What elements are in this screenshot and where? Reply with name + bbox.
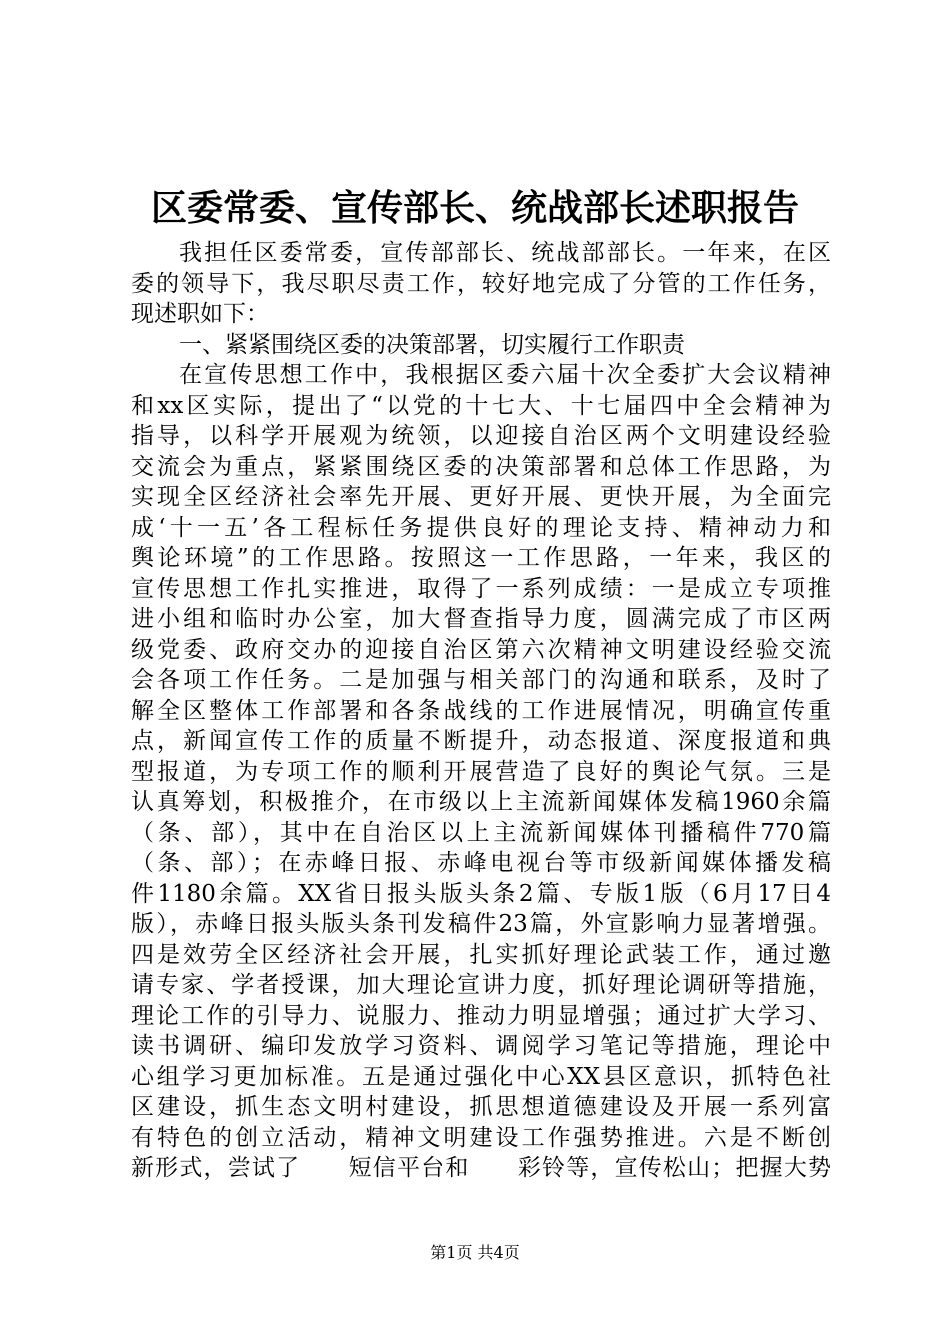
body-line: 我担任区委常委，宣传部部长、统战部部长。一年来，在区 xyxy=(179,240,831,266)
body-line: 区建设，抓生态文明村建设，抓思想道德建设及开展一系列富 xyxy=(131,1094,831,1120)
body-line: 解全区整体工作部署和各条战线的工作进展情况，明确宣传重 xyxy=(131,697,831,724)
document-title: 区委常委、宣传部长、统战部长述职报告 xyxy=(150,187,799,229)
body-line: 一、紧紧围绕区委的决策部署，切实履行工作职责 xyxy=(179,331,685,358)
body-line: 实现全区经济社会率先开展、更好开展、更快开展，为全面完 xyxy=(131,484,831,510)
body-line: 请专家、学者授课，加大理论宣讲力度，抓好理论调研等措施， xyxy=(131,972,831,998)
body-line: 四是效劳全区经济社会开展，扎实抓好理论武装工作，通过邀 xyxy=(131,941,831,968)
body-line: 指导，以科学开展观为统领，以迎接自治区两个文明建设经验 xyxy=(131,423,831,449)
body-line: 和xx区实际，提出了“以党的十七大、十七届四中全会精神为 xyxy=(131,392,831,419)
body-line: 理论工作的引导力、说服力、推动力明显增强；通过扩大学习、 xyxy=(131,1002,831,1029)
document-body xyxy=(131,238,831,1184)
body-line: 心组学习更加标准。五是通过强化中心XX县区意识，抓特色社 xyxy=(131,1063,831,1090)
body-line: 舆论环境”的工作思路。按照这一工作思路，一年来，我区的 xyxy=(131,545,831,571)
page-footer: 第1页 共4页 xyxy=(430,1243,520,1262)
body-line: 委的领导下，我尽职尽责工作，较好地完成了分管的工作任务， xyxy=(131,270,831,297)
body-line: （条、部），其中在自治区以上主流新闻媒体刊播稿件770篇 xyxy=(131,819,831,846)
body-line: 版），赤峰日报头版头条刊发稿件23篇，外宣影响力显著增强。 xyxy=(131,911,831,937)
body-line: 点，新闻宣传工作的质量不断提升，动态报道、深度报道和典 xyxy=(131,728,831,754)
body-line: 级党委、政府交办的迎接自治区第六次精神文明建设经验交流 xyxy=(131,636,831,663)
body-line: 宣传思想工作扎实推进，取得了一系列成绩：一是成立专项推 xyxy=(131,575,831,602)
body-line: 会各项工作任务。二是加强与相关部门的沟通和联系，及时了 xyxy=(131,667,831,693)
body-line: 交流会为重点，紧紧围绕区委的决策部署和总体工作思路，为 xyxy=(131,453,831,480)
body-line: 进小组和临时办公室，加大督查指导力度，圆满完成了市区两 xyxy=(131,606,831,632)
body-line: 件1180余篇。XX省日报头版头条2篇、专版1版（6月17日4 xyxy=(131,880,831,907)
body-line: 新形式，尝试了 短信平台和 彩铃等，宣传松山；把握大势 xyxy=(131,1155,831,1181)
body-line: 有特色的创立活动，精神文明建设工作强势推进。六是不断创 xyxy=(131,1124,831,1151)
body-line: 型报道，为专项工作的顺利开展营造了良好的舆论气氛。三是 xyxy=(131,758,831,785)
body-line: 读书调研、编印发放学习资料、调阅学习笔记等措施，理论中 xyxy=(131,1033,831,1059)
body-line: 在宣传思想工作中，我根据区委六届十次全委扩大会议精神 xyxy=(179,362,831,388)
body-line: 现述职如下： xyxy=(131,301,269,327)
body-line: （条、部）；在赤峰日报、赤峰电视台等市级新闻媒体播发稿 xyxy=(131,850,831,876)
body-line: 成‘十一五’各工程标任务提供良好的理论支持、精神动力和 xyxy=(131,514,831,541)
body-line: 认真筹划，积极推介，在市级以上主流新闻媒体发稿1960余篇 xyxy=(131,789,831,815)
